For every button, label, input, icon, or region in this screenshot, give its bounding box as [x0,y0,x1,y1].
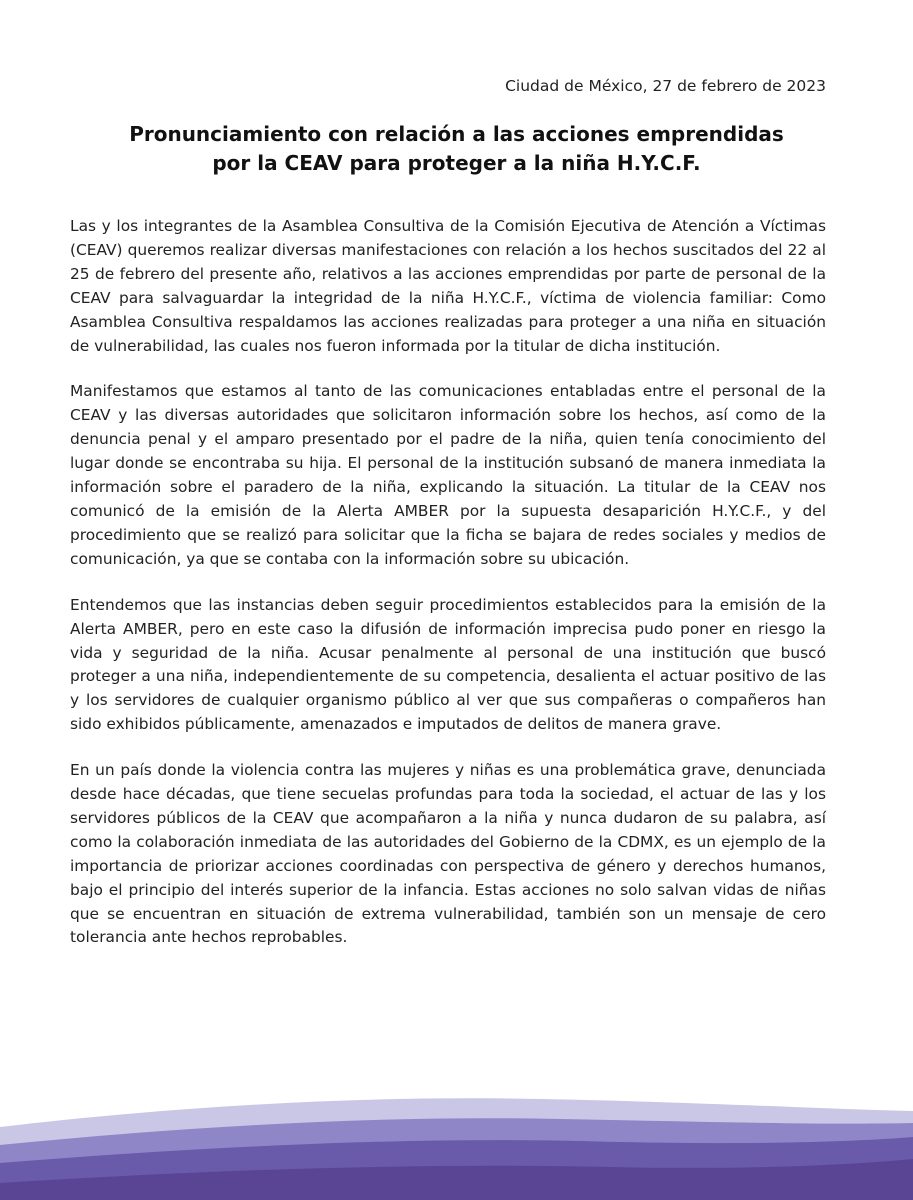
footer-wave-decoration [0,1065,913,1200]
paragraph-2: Manifestamos que estamos al tanto de las comunicaciones entabladas entre el personal de la CEAV y las diversas autoridades que solicitaron información sobre los hechos, así como de la denuncia penal y el amparo presentado por el padre de la niña, quien tenía conocimiento del lugar donde se encontraba su hija. El personal de la institución subsanó de manera inmediata la información sobre el paradero de la niña, explicando la situación. La titular de la CEAV nos comunicó de la emisión de la Alerta AMBER por la supuesta desaparición H.Y.C.F., y del procedimiento que se realizó para solicitar que la ficha se bajara de redes sociales y medios de comunicación, ya que se contaba con la información sobre su ubicación. [70,382,826,568]
document-title-line-2: por la CEAV para proteger a la niña H.Y.C.F. [212,151,701,175]
document-date: Ciudad de México, 27 de febrero de 2023 [505,77,826,95]
paragraph-1: Las y los integrantes de la Asamblea Consultiva de la Comisión Ejecutiva de Atención a Víctimas (CEAV) queremos realizar diversas manifestaciones con relación a los hechos suscitados del 22 al 25 de febrero del presente año, relativos a las acciones emprendidas por parte de personal de la CEAV para salvaguardar la integridad de la niña H.Y.C.F., víctima de violencia familiar: Como Asamblea Consultiva respaldamos las acciones realizadas para proteger a una niña en situación de vulnerabilidad, las cuales nos fueron informada por la titular de dicha institución. [70,217,826,355]
document-body [70,215,826,972]
paragraph-3: Entendemos que las instancias deben seguir procedimientos establecidos para la emisión de la Alerta AMBER, pero en este caso la difusión de información imprecisa pudo poner en riesgo la vida y seguridad de la niña. Acusar penalmente al personal de una institución que buscó proteger a una niña, independientemente de su competencia, desalienta el actuar positivo de las y los servidores de cualquier organismo público al ver que sus compañeras o compañeros han sido exhibidos públicamente, amenazados e imputados de delitos de manera grave. [70,595,826,734]
paragraph-4: En un país donde la violencia contra las mujeres y niñas es una problemática grave, denunciada desde hace décadas, que tiene secuelas profundas para toda la sociedad, el actuar de las y los servidores públicos de la CEAV que acompañaron a la niña y nunca dudaron de su palabra, así como la colaboración inmediata de las autoridades del Gobierno de la CDMX, es un ejemplo de la importancia de priorizar acciones coordinadas con perspectiva de género y derechos humanos, bajo el principio del interés superior de la infancia. Estas acciones no solo salvan vidas de niñas que se encuentran en situación de extrema vulnerabilidad, también son un mensaje de cero tolerancia ante hechos reprobables. [70,761,826,947]
document-title [70,120,843,178]
document-title-line-1: Pronunciamiento con relación a las acciones emprendidas [129,122,784,146]
